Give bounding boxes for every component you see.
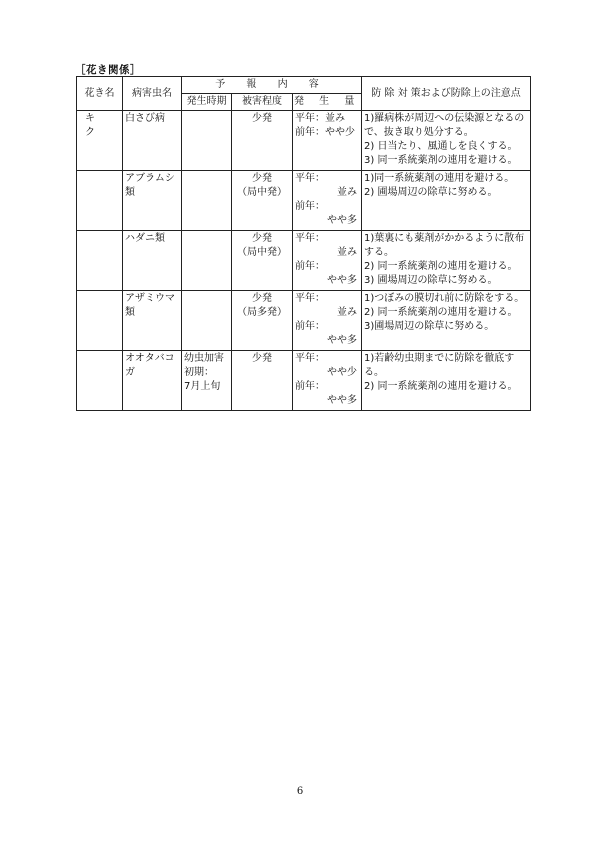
cell-crop: キ ク <box>77 111 123 171</box>
note-line: 1)同一系統薬剤の連用を避ける。 <box>364 173 515 184</box>
section-title: ［花き関係］ <box>75 64 141 76</box>
header-pest: 病害虫名 <box>123 77 182 111</box>
cell-notes <box>362 351 531 411</box>
note-line: 3)圃場周辺の除草に努める。 <box>364 321 495 332</box>
cell-crop <box>77 351 123 411</box>
note-line: 1)若齢幼虫期までに防除を徹底する。 <box>364 353 515 378</box>
cell-damage <box>232 231 293 291</box>
amount-label: 前年： <box>295 201 325 212</box>
forecast-table <box>76 76 531 411</box>
note-line: 2) 同一系統薬剤の連用を避ける。 <box>364 261 518 272</box>
cell-amount <box>293 291 362 351</box>
header-timing: 発生時期 <box>182 94 232 111</box>
cell-amount <box>293 351 362 411</box>
cell-crop <box>77 291 123 351</box>
cell-notes <box>362 291 531 351</box>
damage-line: （局中発） <box>237 247 287 258</box>
header-forecast-group: 予 報 内 容 <box>182 77 362 94</box>
cell-damage <box>232 291 293 351</box>
note-line: 1)つぼみの膜切れ前に防除をする。 <box>364 293 525 304</box>
amount-label: 平年： <box>295 293 325 304</box>
damage-line: 少発 <box>252 353 272 364</box>
table-row <box>77 351 531 411</box>
amount-value: やや多 <box>327 335 357 346</box>
amount-value: やや多 <box>327 215 357 226</box>
cell-crop <box>77 171 123 231</box>
cell-pest-name: オオタバコガ <box>123 351 182 411</box>
note-line: 1)葉裏にも薬剤がかかるように散布する。 <box>364 233 525 258</box>
note-line: 3) 圃場周辺の除草に努める。 <box>364 275 498 286</box>
note-line: 3) 同一系統薬剤の連用を避ける。 <box>364 155 518 166</box>
header-crop: 花き名 <box>77 77 123 111</box>
cell-timing <box>182 291 232 351</box>
cell-pest-name: アザミウマ類 <box>123 291 182 351</box>
table-row <box>77 111 531 171</box>
amount-label: 前年：やや少 <box>295 127 355 138</box>
amount-value: やや少 <box>327 367 357 378</box>
amount-label: 平年： <box>295 173 325 184</box>
cell-pest-name: アブラムシ類 <box>123 171 182 231</box>
header-notes: 防 除 対 策および防除上の注意点 <box>362 77 531 111</box>
cell-notes <box>362 231 531 291</box>
damage-line: 少発 <box>252 293 272 304</box>
amount-label: 前年： <box>295 261 325 272</box>
damage-line: 少発 <box>252 233 272 244</box>
damage-line: （局中発） <box>237 187 287 198</box>
cell-damage <box>232 351 293 411</box>
note-line: 2) 日当たり、風通しを良くする。 <box>364 141 518 152</box>
damage-line: （局多発） <box>237 307 287 318</box>
damage-line: 少発 <box>252 113 272 124</box>
timing-line: 初期： <box>184 367 214 378</box>
amount-value: 並み <box>337 247 357 258</box>
note-line: 2) 圃場周辺の除草に努める。 <box>364 187 498 198</box>
amount-value: 並み <box>337 187 357 198</box>
timing-line: 7月上旬 <box>184 381 221 392</box>
table-row <box>77 291 531 351</box>
timing-line: 幼虫加害 <box>184 353 224 364</box>
cell-timing <box>182 351 232 411</box>
note-line: 1)羅病株が周辺への伝染源となるので、抜き取り処分する。 <box>364 113 525 138</box>
cell-damage <box>232 171 293 231</box>
cell-notes <box>362 171 531 231</box>
header-row-top <box>77 77 531 94</box>
amount-label: 平年： <box>295 353 325 364</box>
amount-label: 前年： <box>295 381 325 392</box>
header-damage: 被害程度 <box>232 94 293 111</box>
amount-value: 並み <box>337 307 357 318</box>
cell-pest-name: 白さび病 <box>123 111 182 171</box>
note-line: 2) 同一系統薬剤の連用を避ける。 <box>364 307 518 318</box>
header-amount: 発 生 量 <box>293 94 362 111</box>
table-row <box>77 171 531 231</box>
note-line: 2) 同一系統薬剤の連用を避ける。 <box>364 381 518 392</box>
cell-timing <box>182 171 232 231</box>
cell-pest-name: ハダニ類 <box>123 231 182 291</box>
page-number: 6 <box>296 786 304 797</box>
cell-crop <box>77 231 123 291</box>
table-row <box>77 231 531 291</box>
cell-timing <box>182 231 232 291</box>
cell-timing <box>182 111 232 171</box>
amount-label: 平年： <box>295 233 325 244</box>
cell-amount <box>293 111 362 171</box>
cell-amount <box>293 171 362 231</box>
cell-amount <box>293 231 362 291</box>
amount-label: 前年： <box>295 321 325 332</box>
amount-value: やや多 <box>327 275 357 286</box>
damage-line: 少発 <box>252 173 272 184</box>
amount-value: やや多 <box>327 395 357 406</box>
cell-notes <box>362 111 531 171</box>
cell-damage <box>232 111 293 171</box>
amount-label: 平年：並み <box>295 113 345 124</box>
